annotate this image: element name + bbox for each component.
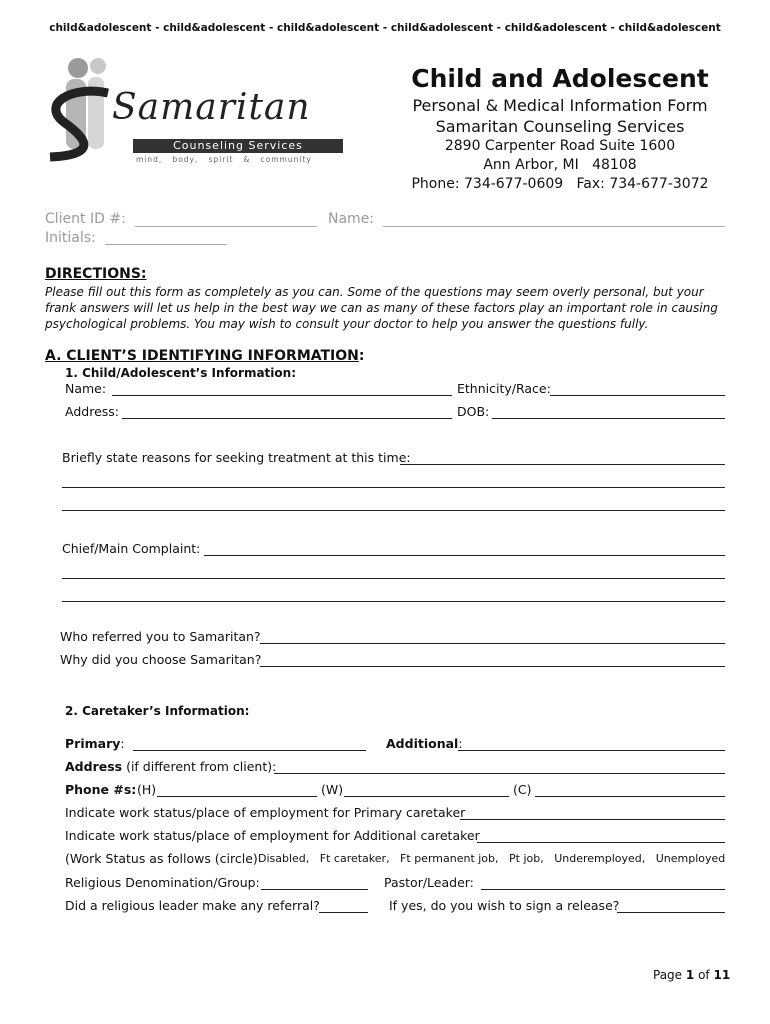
form-title: Child and Adolescent [411,64,709,93]
primary-label: Primary: [65,736,125,751]
reasons-label: Briefly state reasons for seeking treatment at this time: [62,450,411,465]
referred-field[interactable] [260,643,725,644]
logo-tagline: mind, body, spirit & community [136,155,312,164]
page-of: of [698,968,710,982]
section-a-title [45,348,365,364]
additional-label-text: Additional [386,736,459,751]
pastor-label: Pastor/Leader: [384,875,474,890]
page-current: 1 [685,968,695,982]
directions-title: DIRECTIONS: [45,266,147,282]
release-label: If yes, do you wish to sign a release? [389,898,620,913]
why-label: Why did you choose Samaritan? [60,652,262,667]
samaritan-logo [30,55,350,170]
phone-label [65,782,136,797]
child-name-field[interactable] [112,395,452,396]
complaint-field-1[interactable] [204,555,725,556]
initials-field[interactable] [105,244,227,245]
release-field[interactable] [617,912,725,913]
primary-label-text: Primary [65,736,121,751]
work-status-label: (Work Status as follows (circle) [65,851,258,866]
child-address-label: Address: [65,404,119,419]
complaint-label: Chief/Main Complaint: [62,541,201,556]
referred-label: Who referred you to Samaritan? [60,629,261,644]
client-id-field[interactable] [135,226,317,227]
org-address-2: Ann Arbor, MI 48108 [483,157,637,173]
caretaker-address-rest: (if different from client): [122,759,277,774]
religion-field[interactable] [261,889,368,890]
dob-field[interactable] [492,418,725,419]
phone-c-field[interactable] [535,796,725,797]
caretaker-address-field[interactable] [274,773,725,774]
page-number [653,968,730,982]
org-address-1: 2890 Carpenter Road Suite 1600 [444,138,676,154]
reasons-field-2[interactable] [62,487,725,488]
page-label: Page [653,968,683,982]
org-name: Samaritan Counseling Services [435,117,685,136]
work-primary-field[interactable] [460,819,725,820]
phone-w-label: (W) [321,782,344,797]
dob-label: DOB: [457,404,490,419]
caretaker-address-label [65,759,276,774]
section-a-colon: : [358,348,365,364]
work-additional-label: Indicate work status/place of employment for Additional caretaker [65,828,480,843]
religion-label: Religious Denomination/Group: [65,875,260,890]
child-address-field[interactable] [122,418,452,419]
phone-h-label: (H) [137,782,157,797]
phone-h-field[interactable] [157,796,317,797]
office-name-field[interactable] [383,226,725,227]
work-status-options[interactable]: Disabled, Ft caretaker, Ft permanent job, Pt job, Underemployed, Unemployed [258,852,726,865]
directions-text: Please fill out this form as completely as you can. Some of the questions may seem overly personal, but your frank answers will let us help in the best way we can as many of these factors play an important role in causing psychological problems. You may wish to consult your doctor to help you answer the questions fully. [45,285,718,331]
office-name-label: Name: [328,211,375,227]
org-phone: Phone: 734-677-0609 Fax: 734-677-3072 [411,176,709,192]
logo-subtitle: Counseling Services [173,139,303,152]
phone-w-field[interactable] [344,796,509,797]
caretaker-title: 2. Caretaker’s Information: [65,704,250,718]
religious-referral-field[interactable] [319,912,368,913]
child-name-label: Name: [65,381,107,396]
additional-label: Additional: [386,736,463,751]
why-field[interactable] [260,666,725,667]
client-id-label: Client ID #: [45,211,126,227]
work-primary-label: Indicate work status/place of employment for Primary caretaker [65,805,466,820]
complaint-field-2[interactable] [62,578,725,579]
complaint-field-3[interactable] [62,601,725,602]
child-info-title: 1. Child/Adolescent’s Information: [65,366,296,380]
additional-field[interactable] [458,750,725,751]
religious-referral-label: Did a religious leader make any referral? [65,898,320,913]
pastor-field[interactable] [481,889,725,890]
caretaker-address-bold: Address [65,759,123,774]
logo-name: Samaritan [112,87,311,128]
reasons-field-3[interactable] [62,510,725,511]
phone-c-label: (C) [513,782,532,797]
initials-label: Initials: [45,230,96,246]
phone-label-bold: Phone #s: [65,782,137,797]
reasons-field-1[interactable] [400,464,725,465]
page-total: 11 [713,968,731,982]
section-a-title-text: A. CLIENT’S IDENTIFYING INFORMATION [45,348,359,364]
form-name: Personal & Medical Information Form [412,96,708,115]
top-banner: child&adolescent - child&adolescent - child&adolescent - child&adolescent - child&adolescent - child&adolescent [49,22,721,34]
ethnicity-label: Ethnicity/Race: [457,381,551,396]
work-additional-field[interactable] [477,842,725,843]
primary-field[interactable] [133,750,366,751]
ethnicity-field[interactable] [550,395,725,396]
